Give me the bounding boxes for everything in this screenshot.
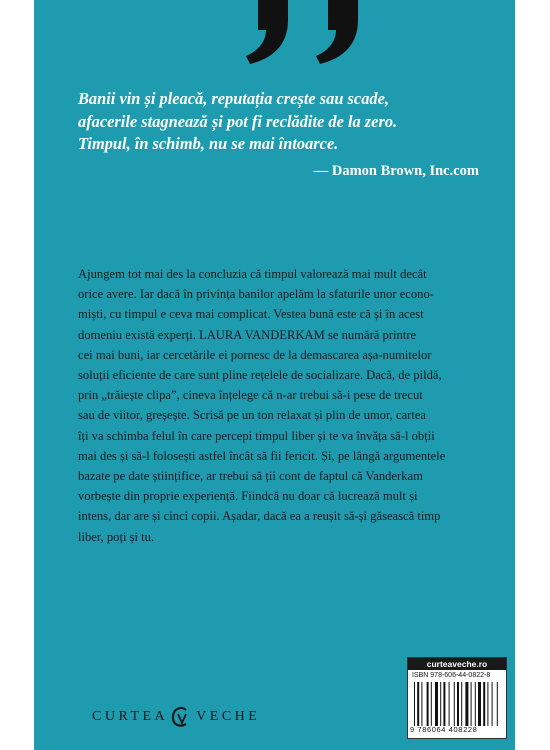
- blurb-line: Ajungem tot mai des la concluzia că timpul valorează mai mult decât: [78, 267, 427, 281]
- quote-line: afacerile stagnează și pot fi reclădite de la zero.: [78, 111, 398, 131]
- publisher-name-left: CURTEA: [92, 709, 169, 724]
- barcode-label: [407, 657, 507, 739]
- quote-line: Timpul, în schimb, nu se mai întoarce.: [78, 134, 339, 153]
- publisher-name-right: VECHE: [196, 709, 261, 724]
- quote-mark-icon: [216, 0, 386, 64]
- blurb-line: orice avere. Iar dacă în privința banilor apelăm la sfaturile unor econo-: [78, 287, 434, 302]
- pull-quote: [78, 88, 490, 156]
- blurb-line: îți va schimba felul în care percepi timpul liber și te va învăța să-l obții: [78, 428, 435, 443]
- quote-attribution: — Damon Brown, Inc.com: [313, 163, 479, 179]
- publisher-website: curteaveche.ro: [408, 658, 506, 670]
- blurb-line: intens, dar are și cinci copii. Așadar, dacă ea a reușit să-și găsească timp: [78, 509, 441, 524]
- quote-line: Banii vin și pleacă, reputația crește sau scade,: [78, 89, 389, 108]
- barcode-bars-icon: [414, 682, 500, 726]
- blurb-line: liber, poți și tu.: [78, 529, 155, 544]
- blurb-line: cei mai buni, iar cercetările ei pornesc de la demascarea așa-numitelor: [78, 347, 432, 362]
- blurb-line: sau de viitor, greșește. Scrisă pe un ton relaxat și plin de umor, cartea: [78, 408, 427, 423]
- blurb-line: prin „trăiește clipa”, cineva înțelege că n-ar trebui să-i pese de trecut: [78, 388, 423, 403]
- blurb-line: domeniu există experți. LAURA VANDERKAM se numără printre: [78, 327, 417, 342]
- blurb-line: vorbește din proprie experiență. Fiindcă nu doar că lucrează mult și: [78, 489, 418, 504]
- blurb-text: [78, 264, 488, 547]
- publisher-logo: [92, 705, 260, 729]
- blurb-line: miști, cu timpul e ceva mai complicat. Vestea bună este că și în acest: [78, 307, 424, 322]
- blurb-line: bazate pe date științifice, ar trebui să ții cont de faptul că Vanderkam: [78, 469, 423, 484]
- barcode-number: 9 786064 408228: [410, 725, 478, 734]
- blurb-line: mai des și să-l folosești astfel încât să fii fericit. Și, pe lângă argumentele: [78, 448, 446, 463]
- c-v-monogram-icon: [170, 705, 192, 729]
- isbn-text: ISBN 978-606-44-0822-8: [412, 672, 491, 679]
- blurb-line: soluții eficiente de care sunt pline rețelele de socializare. Dacă, de pildă,: [78, 368, 442, 383]
- back-cover: [34, 0, 515, 750]
